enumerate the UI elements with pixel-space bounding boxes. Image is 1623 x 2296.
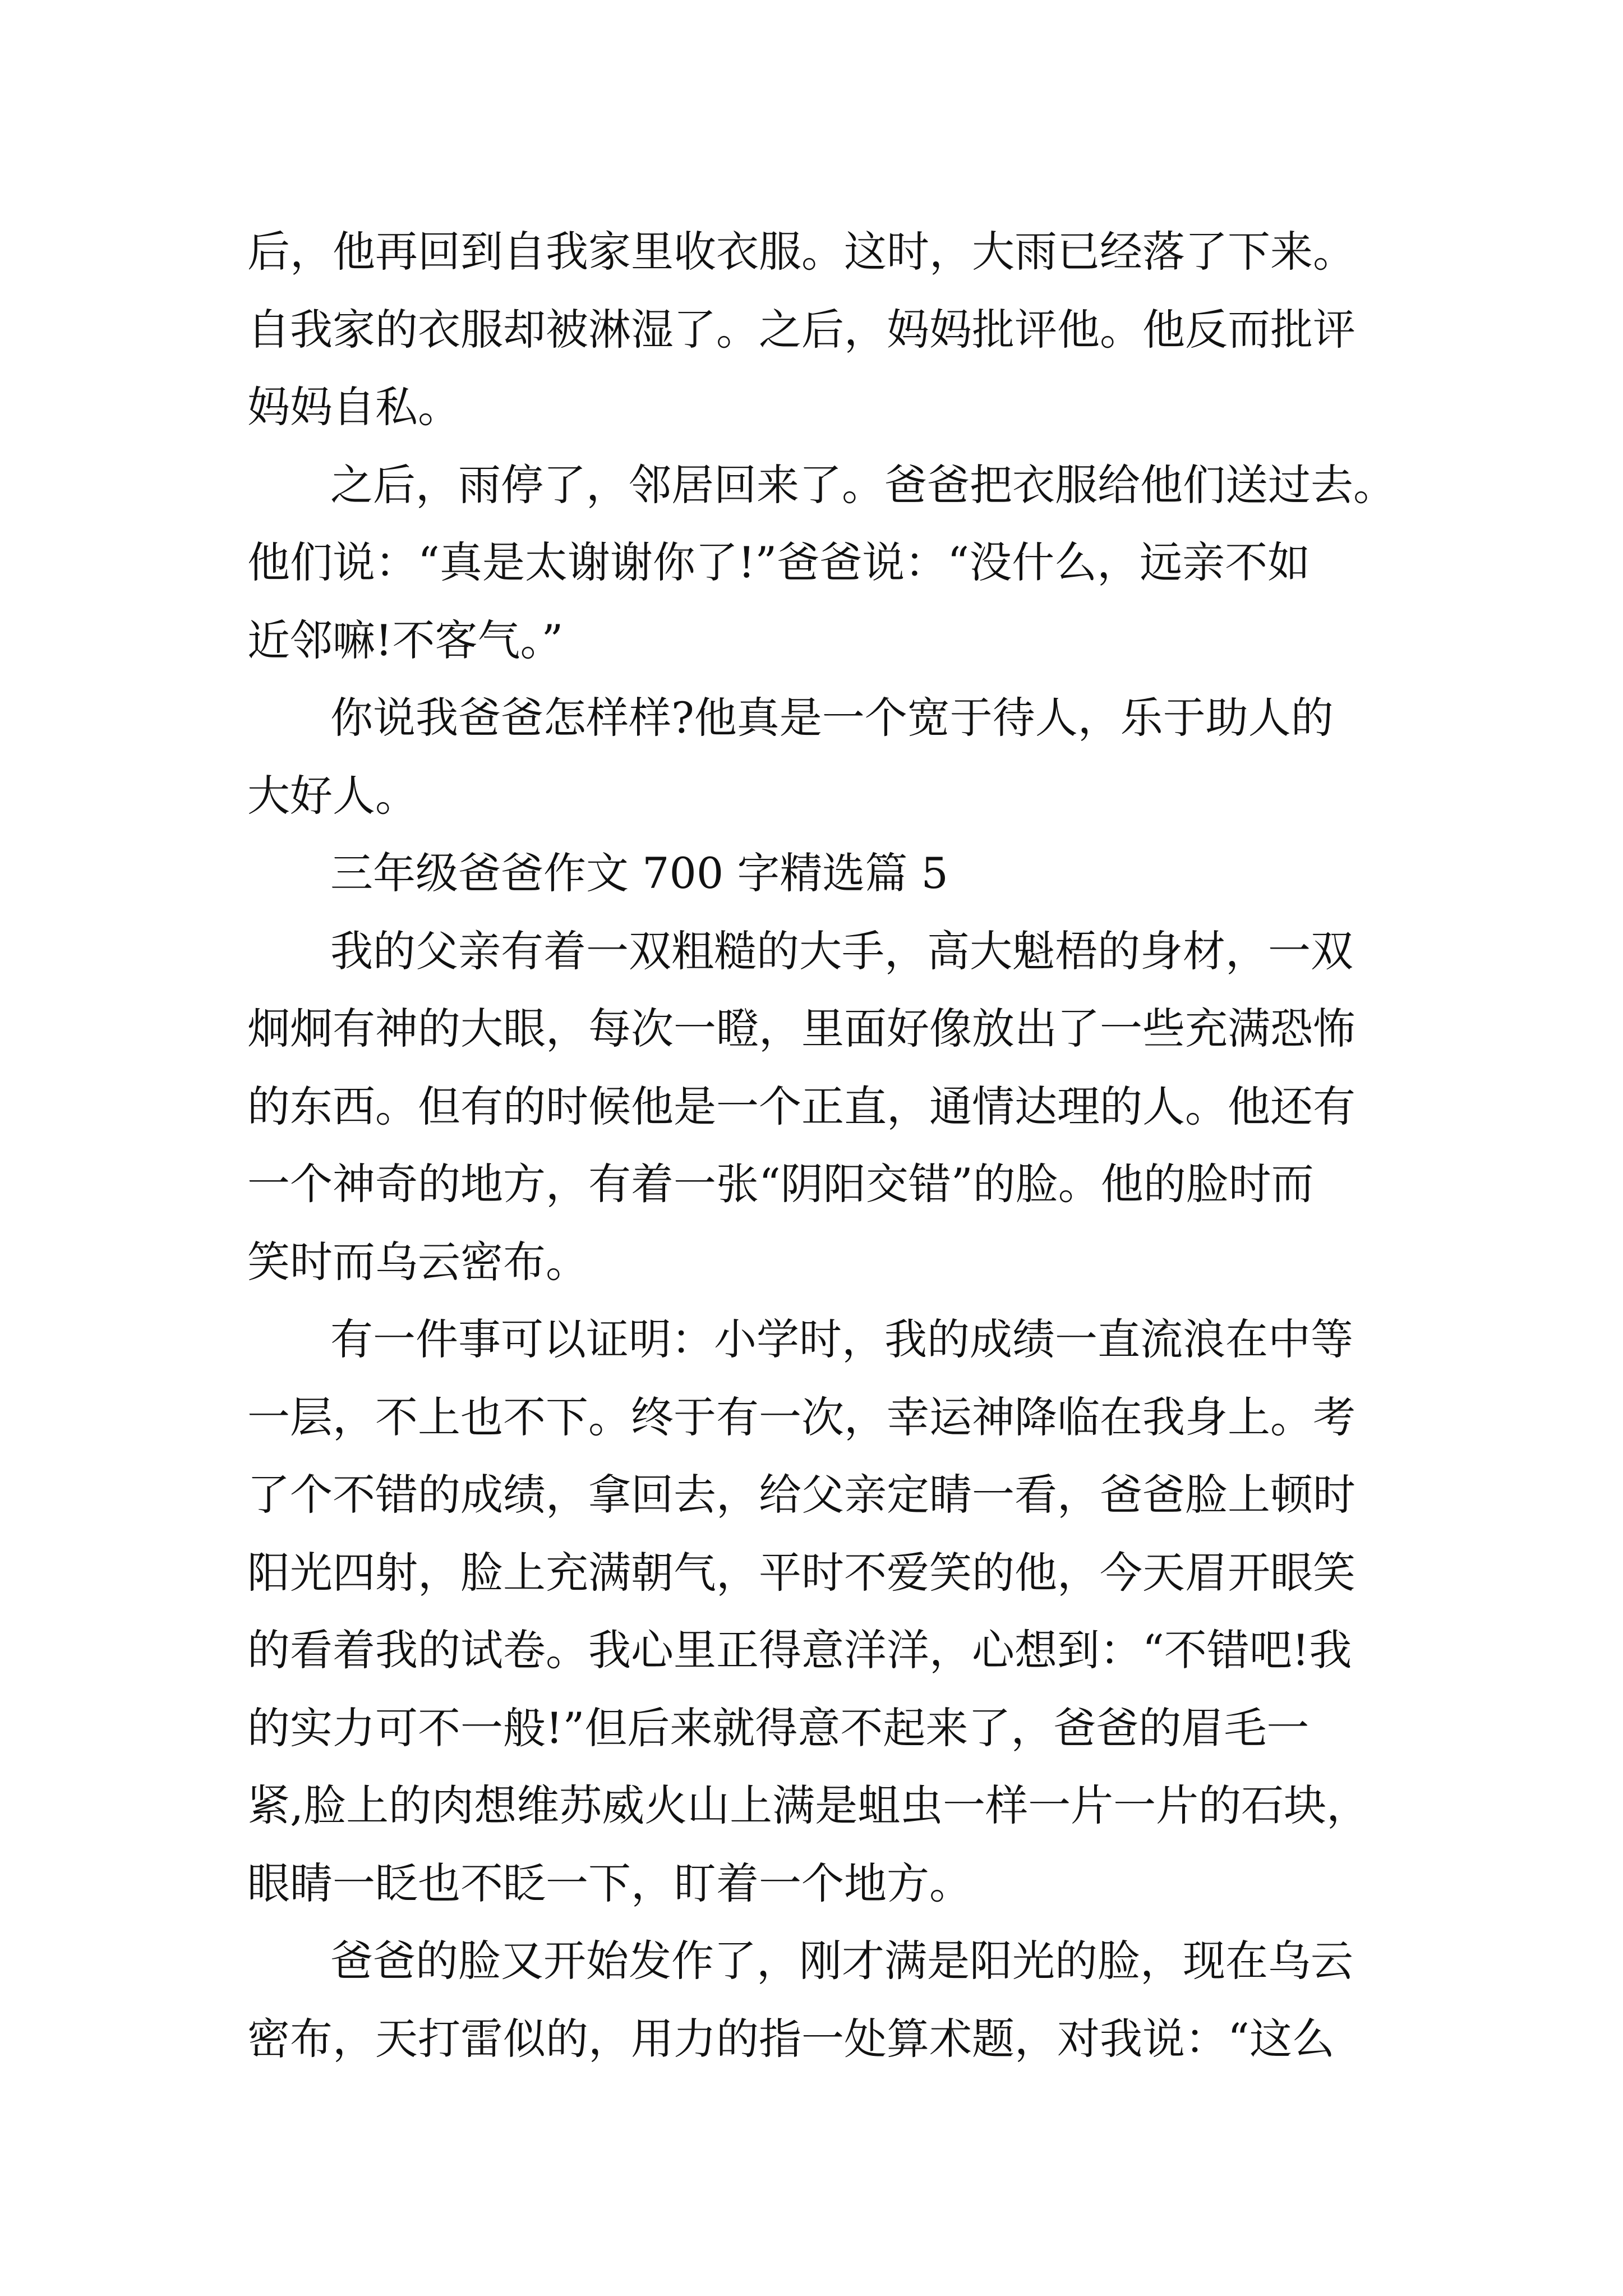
- text-line: 一个神奇的地方，有着一张“阴阳交错”的脸。他的脸时而: [247, 1159, 1314, 1209]
- text-line: 自我家的衣服却被淋湿了。之后，妈妈批评他。他反而批评: [247, 304, 1355, 355]
- section-heading: [247, 835, 1391, 913]
- text-line: 之后，雨停了，邻居回来了。爸爸把衣服给他们送过去。: [330, 459, 1396, 510]
- text-line: 的看着我的试卷。我心里正得意洋洋，心想到：“不错吧!我: [247, 1625, 1352, 1675]
- document-body: [247, 213, 1396, 2078]
- text-line: 眼睛一眨也不眨一下，盯着一个地方。: [247, 1858, 972, 1908]
- paragraph: [247, 913, 1391, 1301]
- text-line: 的东西。但有的时候他是一个正直，通情达理的人。他还有: [247, 1081, 1355, 1131]
- paragraph: [247, 447, 1396, 680]
- text-line: 密布，天打雷似的，用力的指一处算术题，对我说：“这么: [247, 2013, 1335, 2064]
- text-line: 近邻嘛!不客气。”: [247, 615, 564, 665]
- text-line: 的实力可不一般!”但后来就得意不起来了，爸爸的眉毛一: [247, 1703, 1310, 1753]
- text-line: 笑时而乌云密布。: [247, 1236, 588, 1287]
- heading-line: 三年级爸爸作文 700 字精选篇 5: [330, 848, 948, 898]
- text-line: 有一件事可以证明：小学时，我的成绩一直流浪在中等: [330, 1314, 1353, 1364]
- paragraph: [247, 679, 1391, 835]
- text-line: 妈妈自私。: [247, 382, 460, 432]
- text-line: 一层，不上也不下。终于有一次，幸运神降临在我身上。考: [247, 1392, 1355, 1442]
- text-line: 他们说：“真是太谢谢你了!”爸爸说：“没什么，远亲不如: [247, 537, 1311, 587]
- paragraph: [247, 1922, 1391, 2078]
- text-line: 爸爸的脸又开始发作了，刚才满是阳光的脸，现在乌云: [330, 1936, 1353, 1986]
- text-line: 大好人。: [247, 770, 418, 821]
- text-line: 了个不错的成绩，拿回去，给父亲定睛一看，爸爸脸上顿时: [247, 1470, 1355, 1520]
- text-line: 你说我爸爸怎样样?他真是一个宽于待人，乐于助人的: [330, 693, 1334, 743]
- paragraph: [247, 1301, 1391, 1922]
- text-line: 我的父亲有着一双粗糙的大手，高大魁梧的身材，一双: [330, 926, 1353, 976]
- paragraph: [247, 213, 1391, 447]
- text-line: 阳光四射，脸上充满朝气，平时不爱笑的他，今天眉开眼笑: [247, 1547, 1355, 1598]
- text-line: 炯炯有神的大眼，每次一瞪，里面好像放出了一些充满恐怖: [247, 1004, 1355, 1053]
- text-line: 后，他再回到自我家里收衣服。这时，大雨已经落了下来。: [247, 227, 1355, 277]
- text-line: 紧,脸上的肉想维苏威火山上满是蛆虫一样一片一片的石块，: [247, 1780, 1370, 1830]
